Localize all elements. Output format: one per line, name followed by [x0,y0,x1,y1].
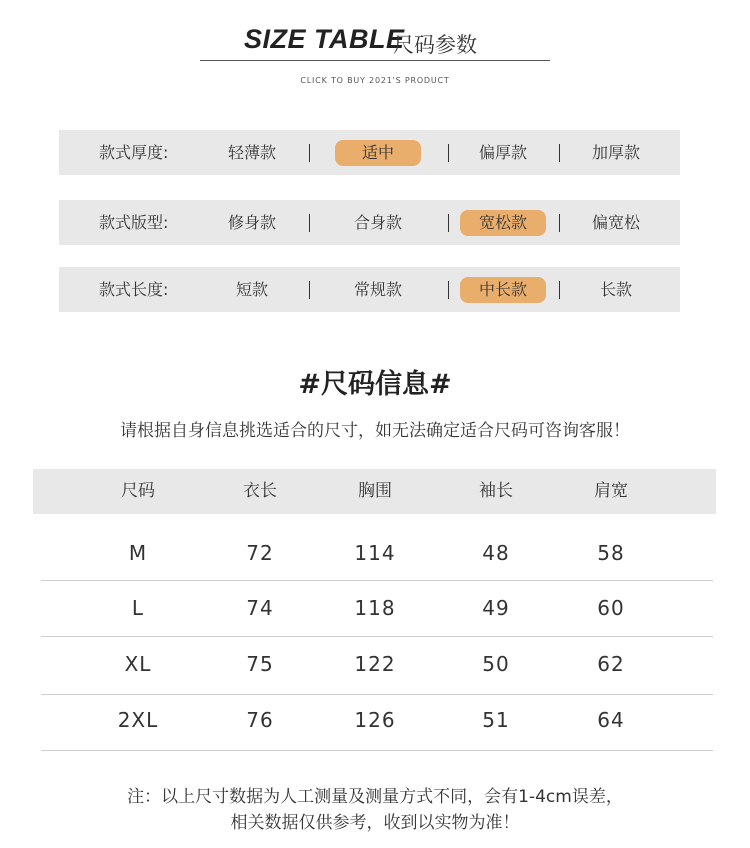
table-cell: 75 [246,652,274,676]
table-cell: 2XL [117,708,159,732]
table-cell: 118 [354,596,396,620]
row-divider [41,694,713,695]
table-cell: 114 [354,541,396,565]
attr-option[interactable]: 轻薄款 [227,143,276,162]
header-divider [200,60,550,61]
attr-bar-length [59,267,680,312]
attr-separator [448,281,449,299]
row-divider [41,750,713,751]
column-header-bust: 胸围 [358,481,392,501]
attr-separator [309,281,310,299]
table-cell: 49 [482,596,510,620]
table-cell: XL [124,652,152,676]
attr-option-selected[interactable]: 宽松款 [460,210,546,236]
attr-separator [309,144,310,162]
table-cell: 64 [597,708,625,732]
table-cell: 51 [482,708,510,732]
attr-label: 款式长度: [99,280,169,299]
attr-option[interactable]: 加厚款 [591,143,640,162]
size-info-title: #尺码信息# [298,369,452,400]
table-cell: 62 [597,652,625,676]
attr-option[interactable]: 合身款 [353,213,402,232]
table-cell: 74 [246,596,274,620]
attr-bar-thickness [59,130,680,175]
attr-separator [448,214,449,232]
table-cell: 60 [597,596,625,620]
column-header-shoulder: 肩宽 [594,481,628,501]
table-cell: 76 [246,708,274,732]
attr-label: 款式版型: [99,213,169,232]
attr-option-selected[interactable]: 中长款 [460,277,546,303]
table-cell: M [128,541,148,565]
attr-separator [559,281,560,299]
column-header-size: 尺码 [121,481,155,501]
column-header-sleeve: 袖长 [479,481,513,501]
table-cell: 48 [482,541,510,565]
note-line-1: 注：以上尺寸数据为人工测量及测量方式不同，会有1-4cm误差， [127,787,623,807]
attr-separator [559,214,560,232]
attr-separator [309,214,310,232]
note-line-2: 相关数据仅供参考，收到以实物为准！ [230,813,520,833]
table-cell: 50 [482,652,510,676]
row-divider [41,580,713,581]
size-table-title: SIZE TABLE [244,24,405,54]
header-subtitle: CLICK TO BUY 2021'S PRODUCT [300,76,450,85]
attr-label: 款式厚度: [99,143,169,162]
table-cell: 72 [246,541,274,565]
size-table-title-cn: 尺码参数 [393,33,477,57]
attr-option[interactable]: 常规款 [353,280,402,299]
row-divider [41,636,713,637]
table-cell: 58 [597,541,625,565]
attr-separator [559,144,560,162]
column-header-length: 衣长 [243,481,277,501]
table-header [33,469,716,514]
attr-option[interactable]: 偏厚款 [478,143,527,162]
attr-option-selected[interactable]: 适中 [335,140,421,166]
table-cell: 126 [354,708,396,732]
attr-bar-fit [59,200,680,245]
attr-separator [448,144,449,162]
attr-option[interactable]: 短款 [235,280,268,299]
table-cell: 122 [354,652,396,676]
attr-option[interactable]: 偏宽松 [591,213,640,232]
attr-option[interactable]: 长款 [599,280,632,299]
size-info-subtitle: 请根据自身信息挑选适合的尺寸，如无法确定适合尺码可咨询客服！ [120,421,630,441]
attr-option[interactable]: 修身款 [227,213,276,232]
table-cell: L [131,596,145,620]
